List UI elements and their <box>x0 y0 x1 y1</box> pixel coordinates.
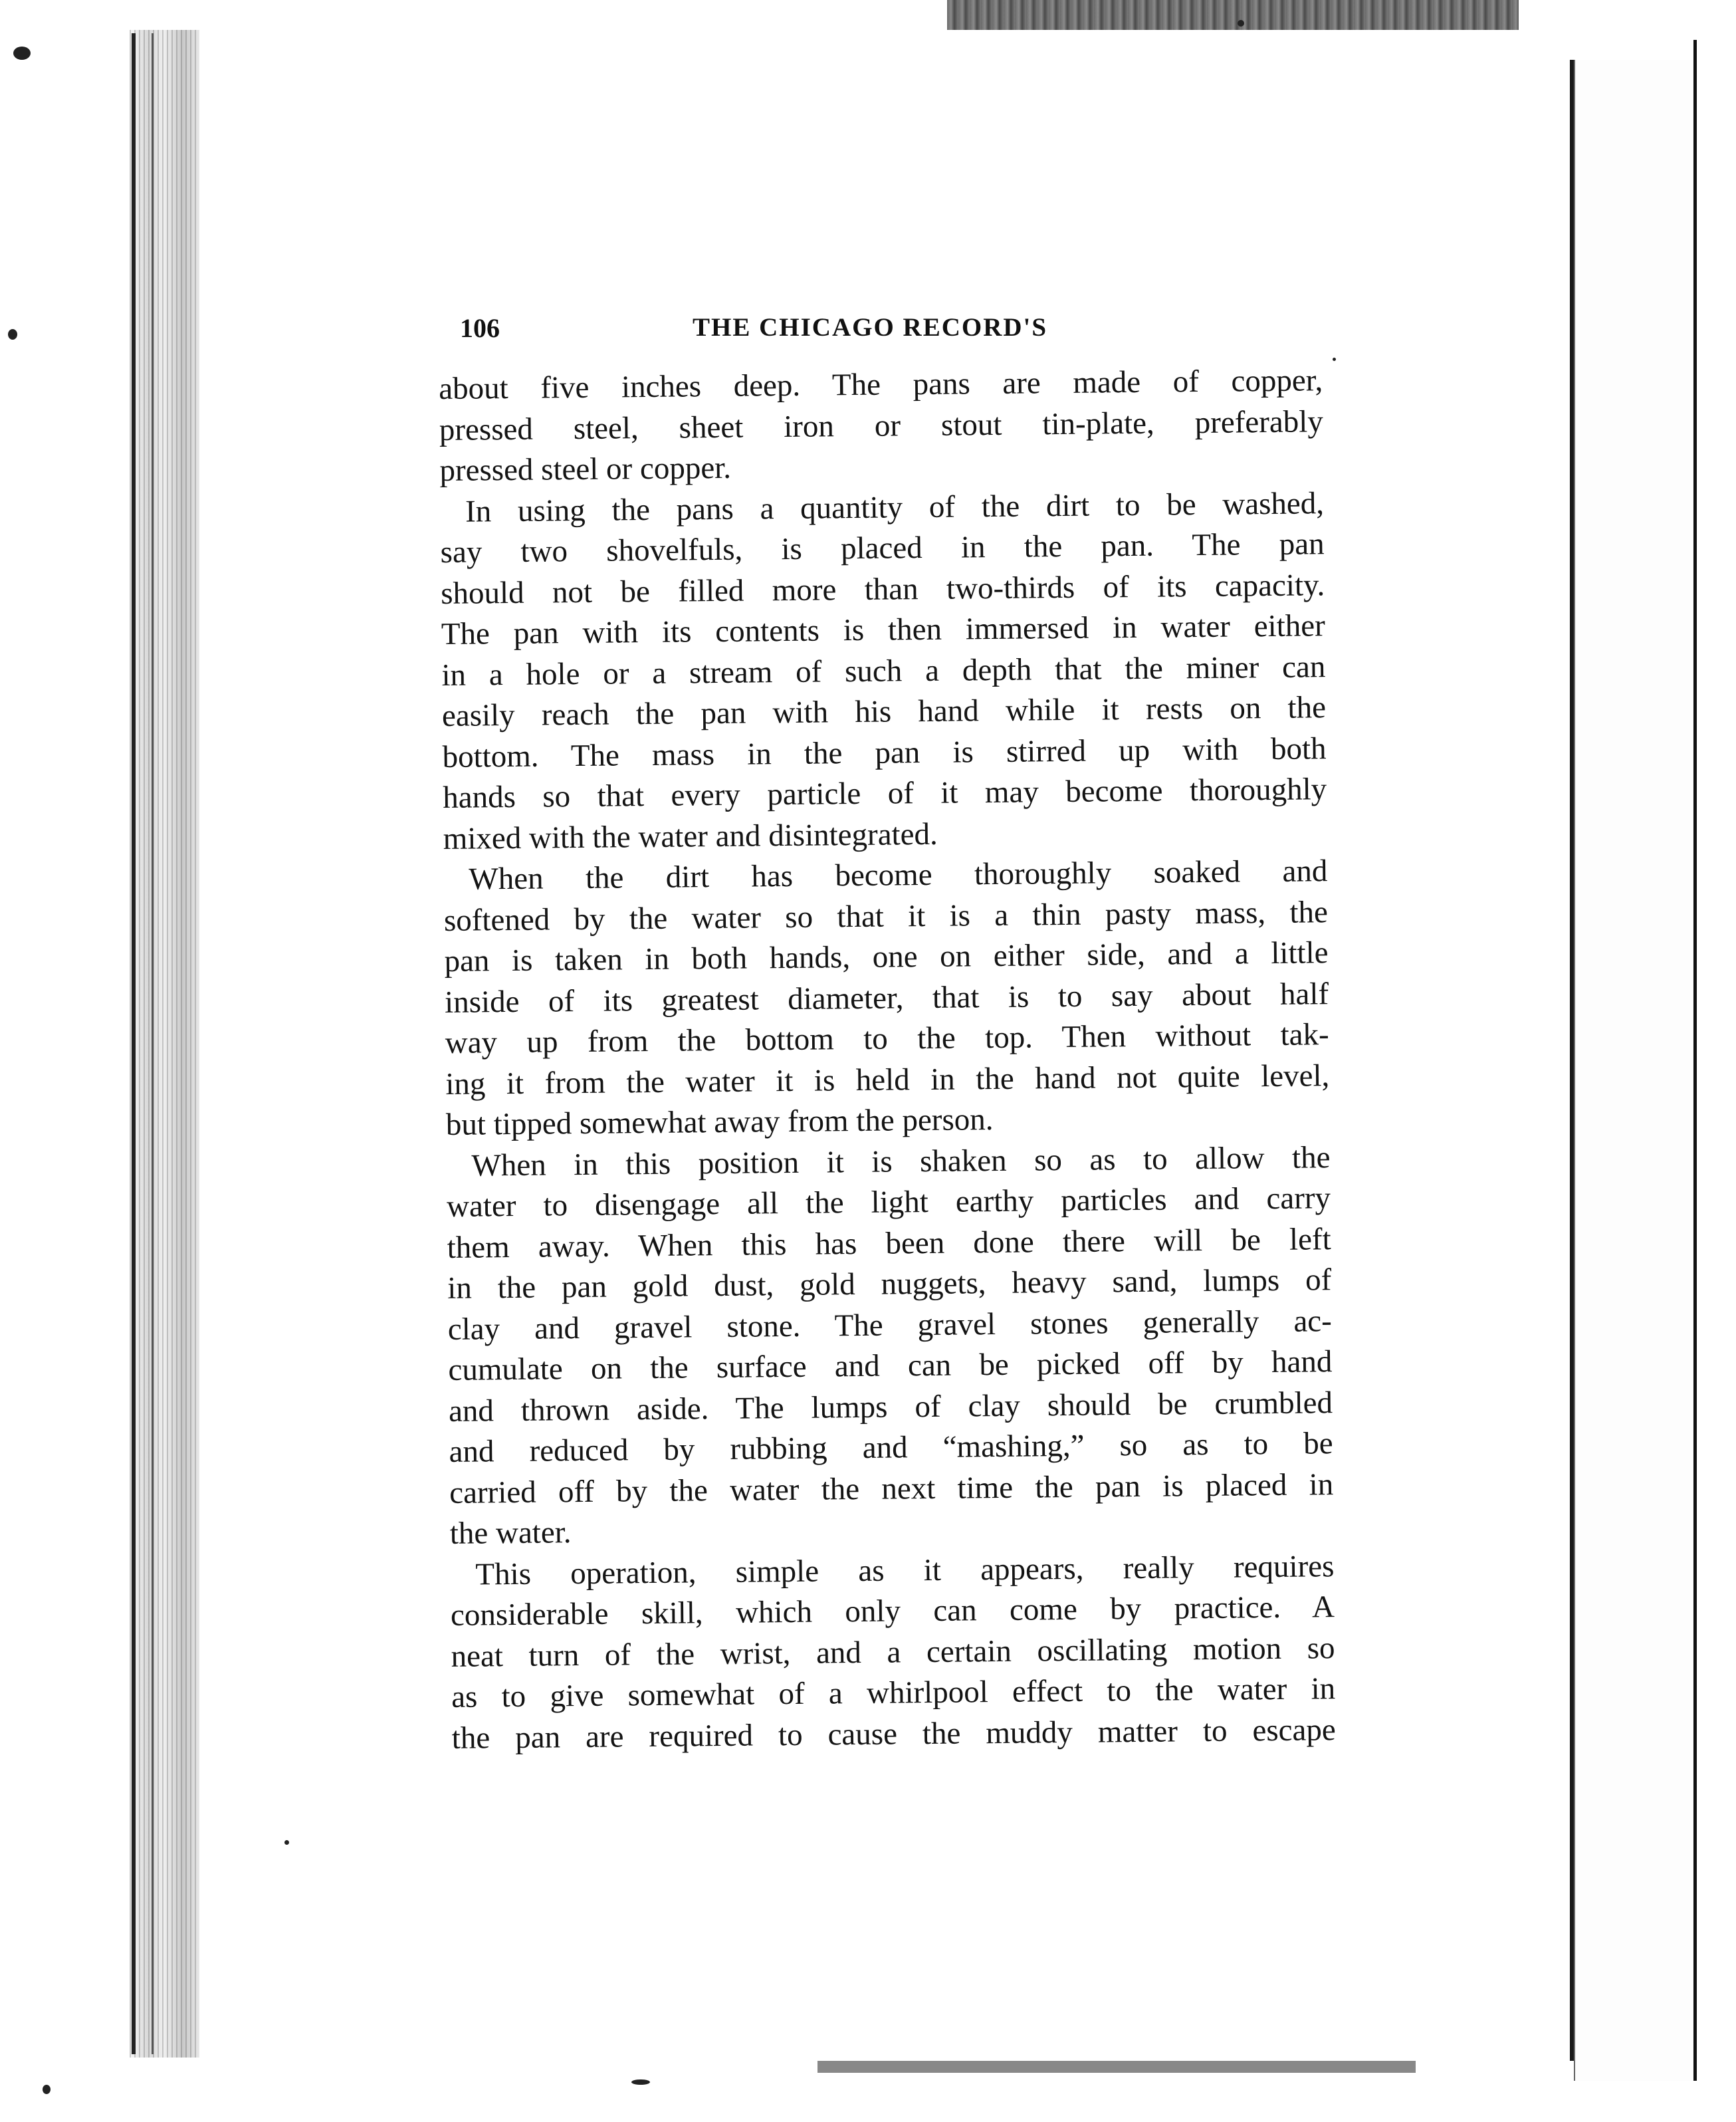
text-line: say two shovelfuls, is placed in the pan. The pan <box>440 527 1325 570</box>
scan-speck <box>43 2085 51 2094</box>
text-line: clay and gravel stone. The gravel stones generally ac- <box>447 1303 1333 1347</box>
text-line: This operation, simple as it appears, really requires <box>475 1548 1335 1592</box>
text-line: inside of its greatest diameter, that is to say about half <box>444 976 1329 1020</box>
text-line: in the pan gold dust, gold nuggets, heavy sand, lumps of <box>447 1262 1332 1306</box>
text-line: the water. <box>449 1515 572 1551</box>
running-head <box>460 312 1317 352</box>
text-line: and reduced by rubbing and “mashing,” so as to be <box>449 1426 1333 1469</box>
scan-speck <box>13 47 31 60</box>
text-line: neat turn of the wrist, and a certain oscillating motion so <box>451 1630 1335 1674</box>
scan-speck <box>8 329 17 340</box>
text-line: carried off by the water the next time the pan is placed in <box>449 1467 1334 1510</box>
text-line: ing it from the water it is held in the hand not quite level, <box>445 1058 1330 1102</box>
paragraph <box>443 851 1330 1145</box>
scan-speck <box>1238 20 1244 27</box>
paragraph <box>439 360 1324 491</box>
adjacent-page-edge <box>1693 40 1697 2081</box>
text-line: in a hole or a stream of such a depth that the miner can <box>441 649 1326 693</box>
page-edge-shadow <box>132 33 136 2054</box>
text-line: water to disengage all the light earthy particles and carry <box>446 1181 1331 1224</box>
text-line: them away. When this has been done there will be left <box>447 1221 1331 1265</box>
text-line: should not be filled more than two-thirds of its capacity. <box>440 567 1325 611</box>
text-line: pressed steel or copper. <box>439 450 732 488</box>
text-line: about five inches deep. The pans are made of copper, <box>439 363 1323 406</box>
text-line: but tipped somewhat away from the person. <box>445 1102 994 1142</box>
adjacent-page <box>1574 60 1698 2081</box>
body-text <box>439 360 1336 1759</box>
text-line: bottom. The mass in the pan is stirred up with both <box>442 731 1327 774</box>
page-edge-shadow-inner <box>152 33 154 2054</box>
paragraph <box>450 1546 1336 1759</box>
text-line: softened by the water so that it is a thin pasty mass, the <box>443 894 1329 938</box>
text-line: The pan with its contents is then immersed in water either <box>441 608 1326 651</box>
text-line: pressed steel, sheet iron or stout tin-plate, preferably <box>439 404 1324 447</box>
scan-speck <box>284 1840 289 1845</box>
scan-border-bottom <box>817 2061 1416 2073</box>
page-edge-lines <box>130 30 206 2058</box>
book-page-edges <box>130 30 206 2058</box>
text-line: easily reach the pan with his hand while it rests on the <box>441 690 1327 733</box>
text-line: cumulate on the surface and can be picked off by hand <box>448 1344 1333 1387</box>
text-line: considerable skill, which only can come by practice. A <box>450 1590 1335 1633</box>
page-number: 106 <box>460 313 500 343</box>
text-line: hands so that every particle of it may become thoroughly <box>442 772 1327 815</box>
text-line: way up from the bottom to the top. Then without tak- <box>445 1017 1329 1060</box>
running-head-title: THE CHICAGO RECORD'S <box>693 313 1048 342</box>
scan-speck <box>631 2079 650 2085</box>
text-line: and thrown aside. The lumps of clay should be crumbled <box>448 1385 1333 1429</box>
text-line: pan is taken in both hands, one on either side, and a little <box>444 935 1329 979</box>
scan-speck <box>1333 358 1336 361</box>
text-line: In using the pans a quantity of the dirt to be washed, <box>465 485 1325 529</box>
paragraph <box>446 1137 1334 1555</box>
text-line: When in this position it is shaken so as to allow the <box>471 1139 1331 1183</box>
paragraph <box>440 483 1327 860</box>
text-line: the pan are required to cause the muddy matter to escape <box>451 1712 1336 1756</box>
text-line: When the dirt has become thoroughly soaked and <box>469 854 1328 897</box>
text-line: mixed with the water and disintegrated. <box>443 816 938 856</box>
text-line: as to give somewhat of a whirlpool effect to the water in <box>451 1671 1336 1714</box>
